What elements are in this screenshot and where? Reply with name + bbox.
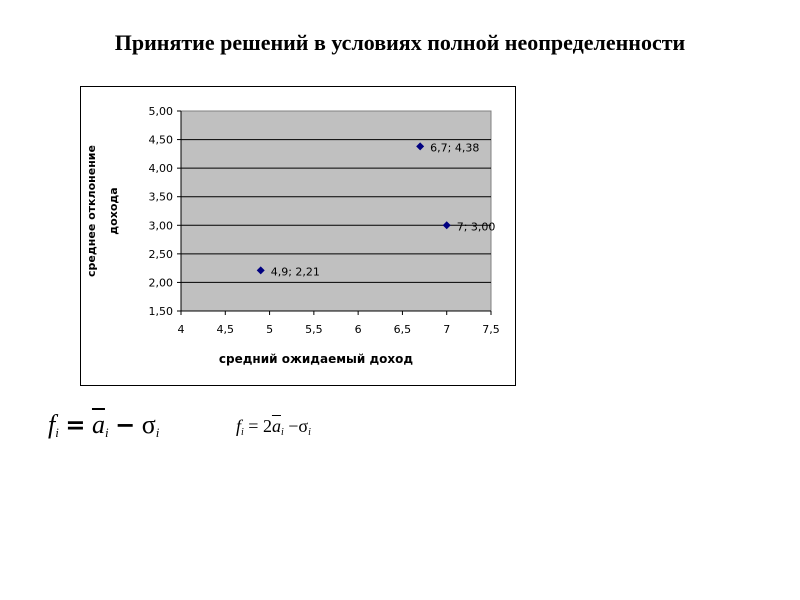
formula-sigma-index: i xyxy=(155,425,160,440)
data-label: 6,7; 4,38 xyxy=(430,141,480,155)
y-axis-title-line1: среднее отклонение xyxy=(85,145,98,277)
slide-title: Принятие решений в условиях полной неопределенности xyxy=(114,30,686,55)
formula-f-index: i xyxy=(55,425,59,440)
x-tick-label: 5,5 xyxy=(305,323,323,336)
x-tick-label: 6 xyxy=(354,323,362,336)
x-axis-title: средний ожидаемый доход xyxy=(218,352,414,366)
y-tick-label: 3,50 xyxy=(148,190,173,204)
y-tick-label: 5,00 xyxy=(148,105,173,118)
x-tick-label: 4,5 xyxy=(216,323,235,336)
x-tick-label: 6,5 xyxy=(393,323,412,336)
formula-f: f xyxy=(48,410,56,439)
formula-a-bar: $\overline{a}$ xyxy=(91,410,105,439)
x-tick-label: 7 xyxy=(443,323,451,336)
formula2-a-bar: $\overline{a}$ xyxy=(271,416,281,436)
formula-a-index: i xyxy=(104,425,109,440)
formula-minus: − xyxy=(115,411,136,439)
formula2-f: f xyxy=(236,416,242,436)
data-label: 7; 3,00 xyxy=(456,220,496,234)
x-tick-label: 5 xyxy=(266,323,274,336)
y-axis-title-line2: дохода xyxy=(107,187,120,235)
formula2-sigma: σ xyxy=(298,416,309,436)
formula2-f-index: i xyxy=(241,427,244,438)
formula-sigma: σ xyxy=(141,410,156,439)
formula2-minus: − xyxy=(288,416,299,436)
formula-expected-minus-deviation xyxy=(48,410,159,441)
formula-double-expected-minus-deviation xyxy=(236,416,311,438)
scatter-chart xyxy=(80,86,516,386)
y-tick-label: 2,00 xyxy=(148,276,173,290)
formula2-sigma-index: i xyxy=(308,427,311,438)
y-tick-label: 3,00 xyxy=(148,219,173,233)
formula2-equals-two: = 2 xyxy=(248,416,272,436)
y-tick-label: 4,50 xyxy=(148,133,173,147)
chart-svg xyxy=(81,87,515,385)
data-label: 4,9; 2,21 xyxy=(270,265,320,279)
y-tick-label: 4,00 xyxy=(148,162,173,176)
x-tick-label: 7,5 xyxy=(482,323,500,336)
x-tick-label: 4 xyxy=(177,323,185,336)
y-tick-label: 2,50 xyxy=(148,247,173,261)
y-tick-label: 1,50 xyxy=(148,305,173,318)
formula2-a-index: i xyxy=(280,427,284,438)
formula-equals: = xyxy=(65,411,86,439)
